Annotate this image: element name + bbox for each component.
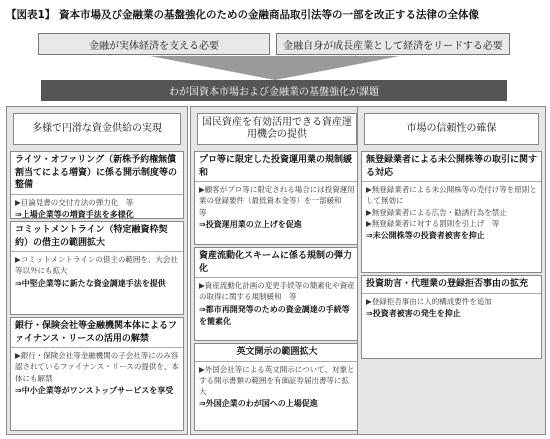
need-box-left: 金融が実体経済を支える必要 <box>38 33 270 55</box>
measure-detail: ▶目論見書の交付方法の弾力化 等 <box>15 197 134 207</box>
measure-title: ライツ・オファリング（新株予約権無償割当てによる増資）に係る開示制度等の整備 <box>11 152 183 195</box>
column-heading: 多様で円滑な資金供給の実現 <box>13 113 181 145</box>
column-market-reliability <box>357 106 546 435</box>
figure-title: 【図表1】 資本市場及び金融業の基盤強化のための金融商品取引法等の一部を改正する法律の全体像 <box>6 9 479 21</box>
challenge-banner: わが国資本市場および金融業の基盤強化が課題 <box>41 80 507 101</box>
measure-result: ⇒都市再開発等のための資金調達の手続等を簡素化 <box>199 304 350 326</box>
measure-card <box>194 151 360 245</box>
measure-card <box>194 247 360 341</box>
measure-detail: ▶無登録業者に対する罰則を引上げ 等 <box>366 218 500 228</box>
measure-result: ⇒中堅企業等に新たな資金調達手法を提供 <box>15 278 166 288</box>
measure-detail: ▶無登録業者による広告・勧誘行為を禁止 <box>366 207 507 217</box>
measure-title: プロ等に限定した投資運用業の規制緩和 <box>195 152 359 182</box>
measure-title: 英文開示の範囲拡大 <box>195 344 359 362</box>
measure-result: ⇒上場企業等の増資手法を多様化 <box>15 210 134 220</box>
column-heading: 国民資産を有効活用できる資産運用機会の提供 <box>197 113 357 145</box>
measure-detail: ▶資産流動化計画の変更手続等の簡素化や資産の取得に関する規制緩和 等 <box>199 281 355 302</box>
measure-title: 資産流動化スキームに係る規制の弾力化 <box>195 248 359 278</box>
measure-title: コミットメントライン（特定融資枠契約）の借主の範囲拡大 <box>11 222 183 252</box>
down-arrow-icon <box>150 56 400 80</box>
measure-card <box>10 317 184 431</box>
measure-card <box>361 151 542 273</box>
measure-card <box>194 343 360 431</box>
measure-detail: ▶銀行・保険会社等金融機関の子会社等にのみ容認されているファイナンス・リースの提供を、本体にも解禁 <box>15 351 179 383</box>
measure-title: 無登録業者による未公開株等の取引に関する対応 <box>362 152 541 182</box>
measure-card <box>10 151 184 219</box>
measure-title: 銀行・保険会社等金融機関本体によるファイナンス・リースの活用の解禁 <box>11 318 183 348</box>
measure-detail: ▶登録拒否事由に人的構成要件を追加 <box>366 296 492 306</box>
measure-card <box>361 275 542 359</box>
measure-result: ⇒投資運用業の立上げを促進 <box>199 219 302 229</box>
column-funding <box>6 106 188 435</box>
measure-detail: ▶コミットメントラインの借主の範囲を、大会社等以外にも拡大 <box>15 255 178 276</box>
measure-detail: ▶顧客がプロ等に限定される場合には投資運用業の登録要件（最低資本金等）を一部緩和 等 <box>199 185 355 217</box>
need-box-right: 金融自身が成長産業として経済をリードする必要 <box>276 33 510 55</box>
measure-result: ⇒未公開株等の投資者被害を抑止 <box>366 231 485 241</box>
measure-result: ⇒外国企業のわが国への上場促進 <box>199 399 318 409</box>
column-heading: 市場の信頼性の確保 <box>364 113 539 145</box>
measure-detail: ▶無登録業者による未公開株等の売付け等を原則として無効に <box>366 185 537 206</box>
column-asset-management <box>190 106 364 435</box>
measure-card <box>10 221 184 315</box>
measure-title: 投資助言・代理業の登録拒否事由の拡充 <box>362 276 541 294</box>
measure-result: ⇒中小企業等がワンストップサービスを享受 <box>15 385 174 395</box>
measure-result: ⇒投資者被害の発生を抑止 <box>366 308 461 318</box>
measure-detail: ▶外国会社等による英文開示について、対象とする開示書類の範囲を有価証券届出書等に拡大 <box>199 364 355 397</box>
